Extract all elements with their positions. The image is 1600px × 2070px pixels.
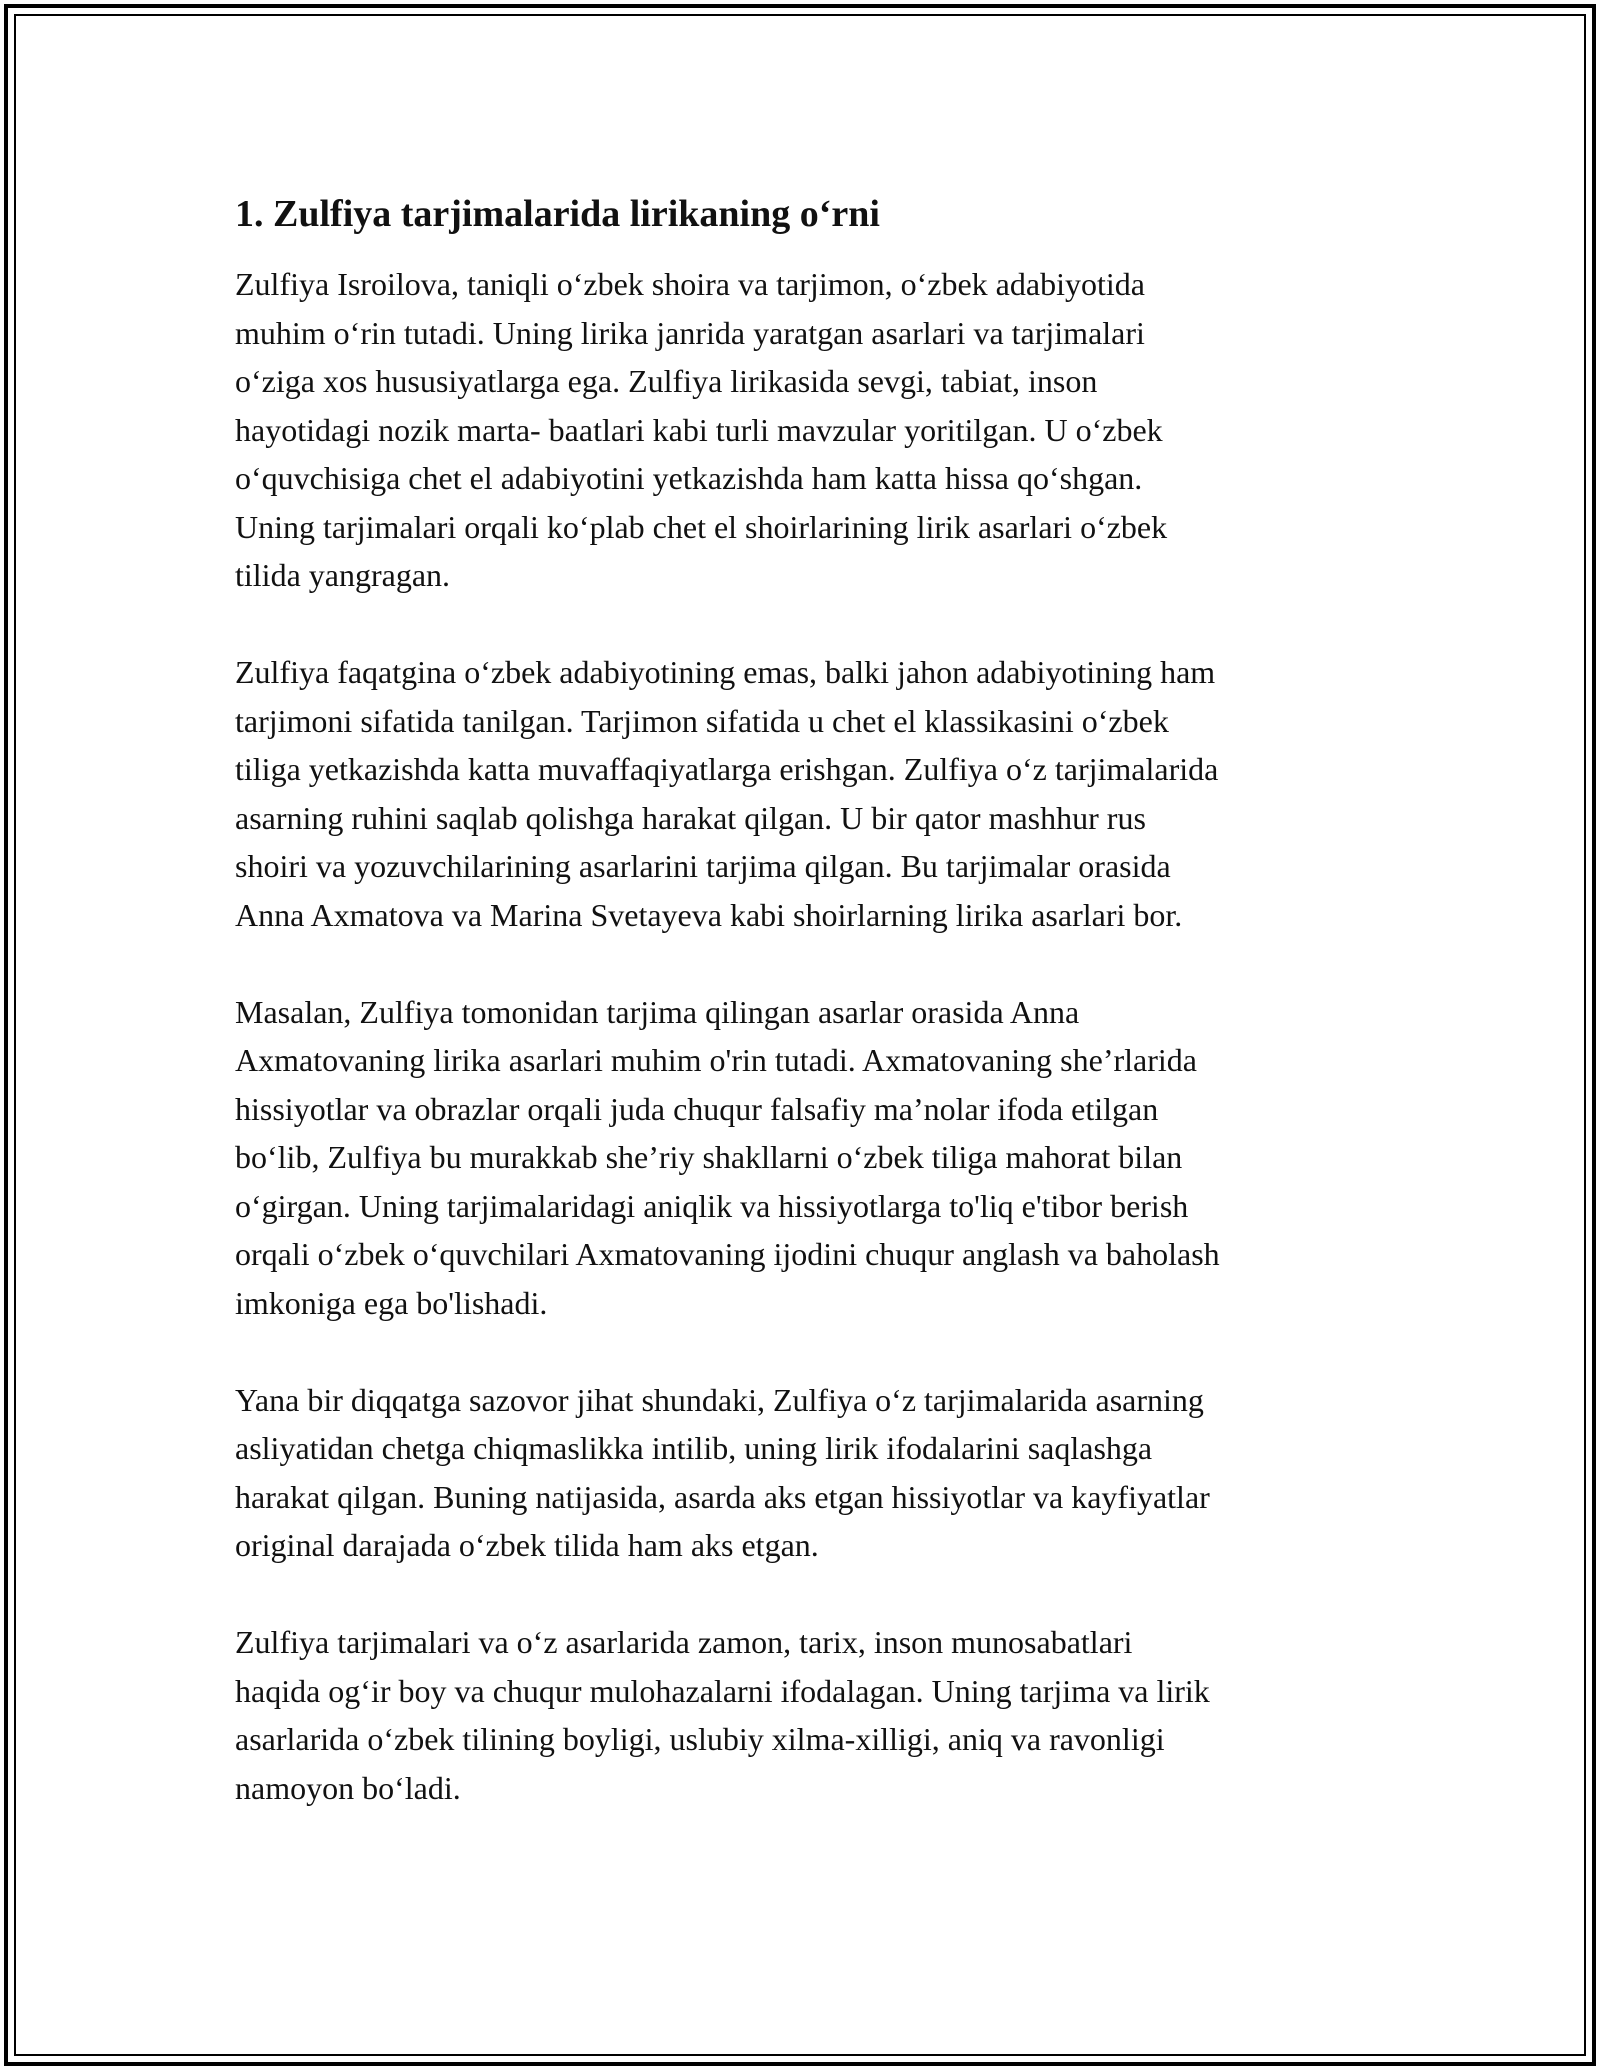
text-line: asliyatidan chetga chiqmaslikka intilib, uning lirik ifodalarini saqlashga [235, 1430, 1153, 1466]
paragraph [235, 1376, 1385, 1570]
text-line: tiliga yetkazishda katta muvaffaqiyatlarga erishgan. Zulfiya o‘z tarjimalarida [235, 751, 1219, 787]
text-line: imkoniga ega bo'lishadi. [235, 1284, 548, 1321]
text-line: harakat qilgan. Buning natijasida, asarda aks etgan hissiyotlar va kayfiyatlar [235, 1478, 1210, 1515]
text-line: o‘quvchisiga chet el adabiyotini yetkazishda ham katta hissa qo‘shgan. [235, 460, 1143, 496]
text-line: o‘girgan. Uning tarjimalaridagi aniqlik va hissiyotlarga to'liq e'tibor berish [235, 1187, 1189, 1224]
text-line: tarjimoni sifatida tanilgan. Tarjimon sifatida u chet el klassikasini o‘zbek [235, 702, 1169, 739]
text-line: Zulfiya Isroilova, taniqli o‘zbek shoira va tarjimon, o‘zbek adabiyotida [235, 266, 1145, 302]
paragraph [235, 260, 1385, 600]
text-line: tilida yangragan. [235, 557, 451, 593]
paragraph [235, 988, 1385, 1328]
section-title: 1. Zulfiya tarjimalarida lirikaning o‘rni [235, 193, 880, 235]
text-line: o‘ziga xos hususiyatlarga ega. Zulfiya lirikasida sevgi, tabiat, inson [235, 363, 1098, 399]
text-line: Masalan, Zulfiya tomonidan tarjima qilingan asarlar orasida Anna [235, 993, 1080, 1030]
text-line: asarning ruhini saqlab qolishga harakat qilgan. U bir qator mashhur rus [235, 799, 1146, 836]
text-line: hayotidagi nozik marta- baatlari kabi turli mavzular yoritilgan. U o‘zbek [235, 411, 1163, 448]
document-body [235, 188, 1385, 1861]
text-line: Anna Axmatova va Marina Svetayeva kabi shoirlarning lirika asarlari bor. [235, 896, 1183, 933]
paragraph [235, 648, 1385, 939]
text-line: orqali o‘zbek o‘quvchilari Axmatovaning ijodini chuqur anglash va baholash [235, 1236, 1220, 1272]
text-line: haqida og‘ir boy va chuqur mulohazalarni ifodalagan. Uning tarjima va lirik [235, 1672, 1210, 1709]
text-line: namoyon bo‘ladi. [235, 1769, 461, 1806]
text-line: muhim o‘rin tutadi. Uning lirika janrida yaratgan asarlari va tarjimalari [235, 314, 1145, 351]
text-line: hissiyotlar va obrazlar orqali juda chuqur falsafiy ma’nolar ifoda etilgan [235, 1090, 1159, 1127]
text-line: shoiri va yozuvchilarining asarlarini tarjima qilgan. Bu tarjimalar orasida [235, 848, 1171, 884]
text-line: Uning tarjimalari orqali ko‘plab chet el shoirlarining lirik asarlari o‘zbek [235, 508, 1168, 545]
text-line: original darajada o‘zbek tilida ham aks etgan. [235, 1527, 819, 1563]
text-line: Yana bir diqqatga sazovor jihat shundaki, Zulfiya o‘z tarjimalarida asarning [235, 1381, 1204, 1418]
text-line: asarlarida o‘zbek tilining boyligi, uslubiy xilma-xilligi, aniq va ravonligi [235, 1721, 1165, 1757]
paragraph-list [235, 260, 1385, 1812]
text-line: Zulfiya tarjimalari va o‘z asarlarida zamon, tarix, inson munosabatlari [235, 1624, 1133, 1660]
text-line: Axmatovaning lirika asarlari muhim o'rin tutadi. Axmatovaning she’rlarida [235, 1042, 1197, 1078]
paragraph [235, 1618, 1385, 1812]
text-line: Zulfiya faqatgina o‘zbek adabiyotining emas, balki jahon adabiyotining ham [235, 654, 1216, 690]
text-line: bo‘lib, Zulfiya bu murakkab she’riy shakllarni o‘zbek tiliga mahorat bilan [235, 1139, 1183, 1175]
